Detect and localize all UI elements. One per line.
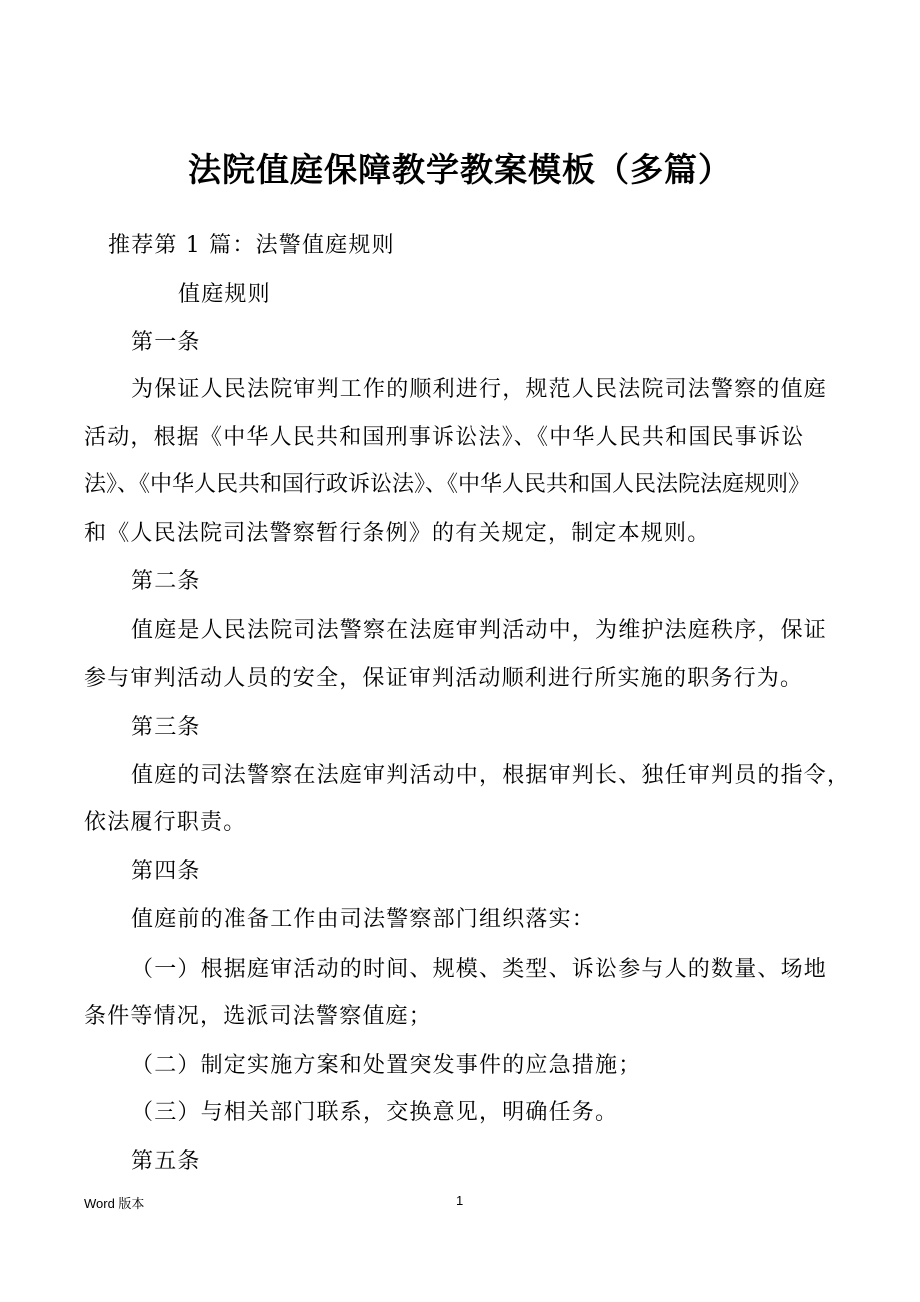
list-item: （二）制定实施方案和处置突发事件的应急措施； xyxy=(131,1053,642,1078)
paragraph-line: 值庭是人民法院司法警察在法庭审判活动中，为维护法庭秩序，保证 xyxy=(131,618,828,643)
paragraph-line: 为保证人民法院审判工作的顺利进行，规范人民法院司法警察的值庭 xyxy=(131,377,828,402)
list-item: （一）根据庭审活动的时间、规模、类型、诉讼参与人的数量、场地 xyxy=(131,957,828,982)
footer-label: Word 版本 xyxy=(84,1196,145,1211)
article-heading: 第一条 xyxy=(131,330,201,355)
subtitle: 值庭规则 xyxy=(178,282,271,307)
section-heading: 推荐第 1 篇：法警值庭规则 xyxy=(108,233,395,258)
article-heading: 第二条 xyxy=(131,569,201,594)
article-heading: 第三条 xyxy=(131,715,201,740)
paragraph-line: 法》、《中华人民共和国行政诉讼法》、《中华人民共和国人民法院法庭规则》 xyxy=(84,472,811,497)
paragraph-line: 参与审判活动人员的安全，保证审判活动顺利进行所实施的职务行为。 xyxy=(84,666,804,691)
paragraph-line: 活动，根据《中华人民共和国刑事诉讼法》、《中华人民共和国民事诉讼 xyxy=(84,425,805,450)
paragraph-line: 依法履行职责。 xyxy=(84,810,247,835)
paragraph-line: 和《人民法院司法警察暂行条例》的有关规定，制定本规则。 xyxy=(84,521,711,546)
list-item: （三）与相关部门联系，交换意见，明确任务。 xyxy=(131,1100,619,1125)
article-heading: 第五条 xyxy=(131,1149,201,1174)
paragraph-line: 条件等情况，选派司法警察值庭； xyxy=(84,1004,433,1029)
page-number: 1 xyxy=(456,1193,464,1208)
document-title: 法院值庭保障教学教案模板（多篇） xyxy=(188,150,732,189)
paragraph-line: 值庭前的准备工作由司法警察部门组织落实： xyxy=(131,907,596,932)
paragraph-line: 值庭的司法警察在法庭审判活动中，根据审判长、独任审判员的指令， xyxy=(131,763,851,788)
article-heading: 第四条 xyxy=(131,859,201,884)
